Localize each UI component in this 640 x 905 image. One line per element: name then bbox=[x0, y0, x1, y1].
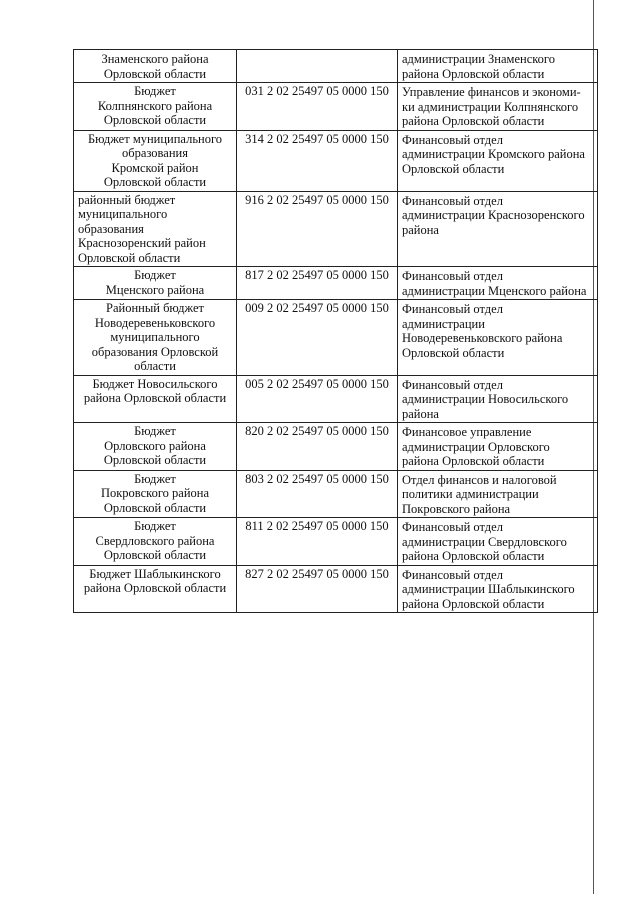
code-cell bbox=[237, 191, 398, 267]
administrator-cell bbox=[398, 83, 598, 131]
table-row bbox=[74, 565, 598, 613]
administrator-text: Финансовый отдел администрации Новосильского района bbox=[402, 377, 569, 421]
table-row bbox=[74, 267, 598, 300]
code-cell bbox=[237, 267, 398, 300]
administrator-text: Управление финансов и экономи- ки администрации Колпнянского района Орловской области bbox=[402, 85, 581, 128]
recipient-cell bbox=[74, 375, 237, 423]
recipient-text: Бюджет Новосильского района Орловской области bbox=[83, 376, 227, 405]
code-text: 827 2 02 25497 05 0000 150 bbox=[245, 566, 389, 581]
administrator-cell bbox=[398, 191, 598, 267]
recipient-cell bbox=[74, 267, 237, 300]
administrator-text: Отдел финансов и налоговой политики администрации Покровского района bbox=[402, 472, 557, 516]
table-row bbox=[74, 50, 598, 83]
recipient-text: Бюджет Шаблыкинского района Орловской области bbox=[83, 566, 227, 595]
recipient-cell bbox=[74, 423, 237, 471]
code-text: 009 2 02 25497 05 0000 150 bbox=[245, 301, 389, 315]
recipient-cell bbox=[74, 565, 237, 613]
code-cell bbox=[237, 83, 398, 131]
table-row bbox=[74, 470, 598, 518]
code-text: 811 2 02 25497 05 0000 150 bbox=[245, 519, 389, 533]
administrator-cell bbox=[398, 423, 598, 471]
code-cell bbox=[237, 423, 398, 471]
code-text: 005 2 02 25497 05 0000 150 bbox=[245, 376, 389, 391]
code-cell bbox=[237, 565, 398, 613]
table-row bbox=[74, 130, 598, 191]
recipient-cell bbox=[74, 191, 237, 267]
administrator-cell bbox=[398, 470, 598, 518]
administrator-cell bbox=[398, 50, 598, 83]
recipient-cell bbox=[74, 50, 237, 83]
administrator-text: Финансовый отдел администрации Кромского района Орловской области bbox=[402, 132, 585, 176]
recipient-cell bbox=[74, 300, 237, 376]
administrator-text: Финансовый отдел администрации Краснозоренского района bbox=[402, 193, 585, 237]
recipient-text: районный бюджет муниципального образования Краснозоренский район Орловской области bbox=[78, 192, 206, 265]
code-cell bbox=[237, 375, 398, 423]
recipient-text: Бюджет муниципального образования Кромской район Орловской области bbox=[87, 131, 223, 189]
code-text: 916 2 02 25497 05 0000 150 bbox=[245, 192, 389, 207]
administrator-text: администрации Знаменского района Орловской области bbox=[402, 52, 555, 81]
recipient-text: Бюджет Свердловского района Орловской области bbox=[95, 519, 215, 562]
recipient-cell bbox=[74, 83, 237, 131]
code-cell bbox=[237, 518, 398, 566]
table-row bbox=[74, 518, 598, 566]
recipient-text: Бюджет Мценского района bbox=[105, 268, 205, 297]
recipient-text: Бюджет Колпнянского района Орловской области bbox=[97, 84, 213, 127]
code-text: 803 2 02 25497 05 0000 150 bbox=[245, 471, 389, 486]
code-cell bbox=[237, 130, 398, 191]
budget-table-body bbox=[74, 50, 598, 613]
administrator-cell bbox=[398, 130, 598, 191]
administrator-text: Финансовое управление администрации Орловского района Орловской области bbox=[402, 425, 550, 468]
recipient-text: Знаменского района Орловской области bbox=[101, 52, 209, 81]
code-text: 031 2 02 25497 05 0000 150 bbox=[245, 84, 389, 98]
administrator-cell bbox=[398, 518, 598, 566]
table-row bbox=[74, 191, 598, 267]
administrator-cell bbox=[398, 267, 598, 300]
recipient-text: Районный бюджет Новодеревеньковского муниципального образования Орловской области bbox=[91, 301, 219, 373]
table-row bbox=[74, 300, 598, 376]
code-cell bbox=[237, 50, 398, 83]
recipient-text: Бюджет Покровского района Орловской области bbox=[100, 471, 210, 515]
recipient-cell bbox=[74, 470, 237, 518]
code-text: 817 2 02 25497 05 0000 150 bbox=[245, 268, 389, 282]
administrator-text: Финансовый отдел администрации Свердловского района Орловской области bbox=[402, 520, 567, 563]
administrator-text: Финансовый отдел администрации Мценского района bbox=[402, 269, 587, 298]
table-row bbox=[74, 83, 598, 131]
administrator-text: Финансовый отдел администрации Новодеревеньковского района Орловской области bbox=[402, 302, 563, 360]
code-text: 820 2 02 25497 05 0000 150 bbox=[245, 424, 389, 438]
administrator-cell bbox=[398, 565, 598, 613]
recipient-cell bbox=[74, 518, 237, 566]
administrator-cell bbox=[398, 300, 598, 376]
recipient-text: Бюджет Орловского района Орловской области bbox=[103, 424, 207, 467]
code-cell bbox=[237, 300, 398, 376]
administrator-cell bbox=[398, 375, 598, 423]
table-row bbox=[74, 423, 598, 471]
recipient-cell bbox=[74, 130, 237, 191]
code-cell bbox=[237, 470, 398, 518]
administrator-text: Финансовый отдел администрации Шаблыкинского района Орловской области bbox=[402, 567, 575, 611]
code-text: 314 2 02 25497 05 0000 150 bbox=[245, 131, 389, 146]
budget-table bbox=[73, 49, 598, 613]
table-row bbox=[74, 375, 598, 423]
